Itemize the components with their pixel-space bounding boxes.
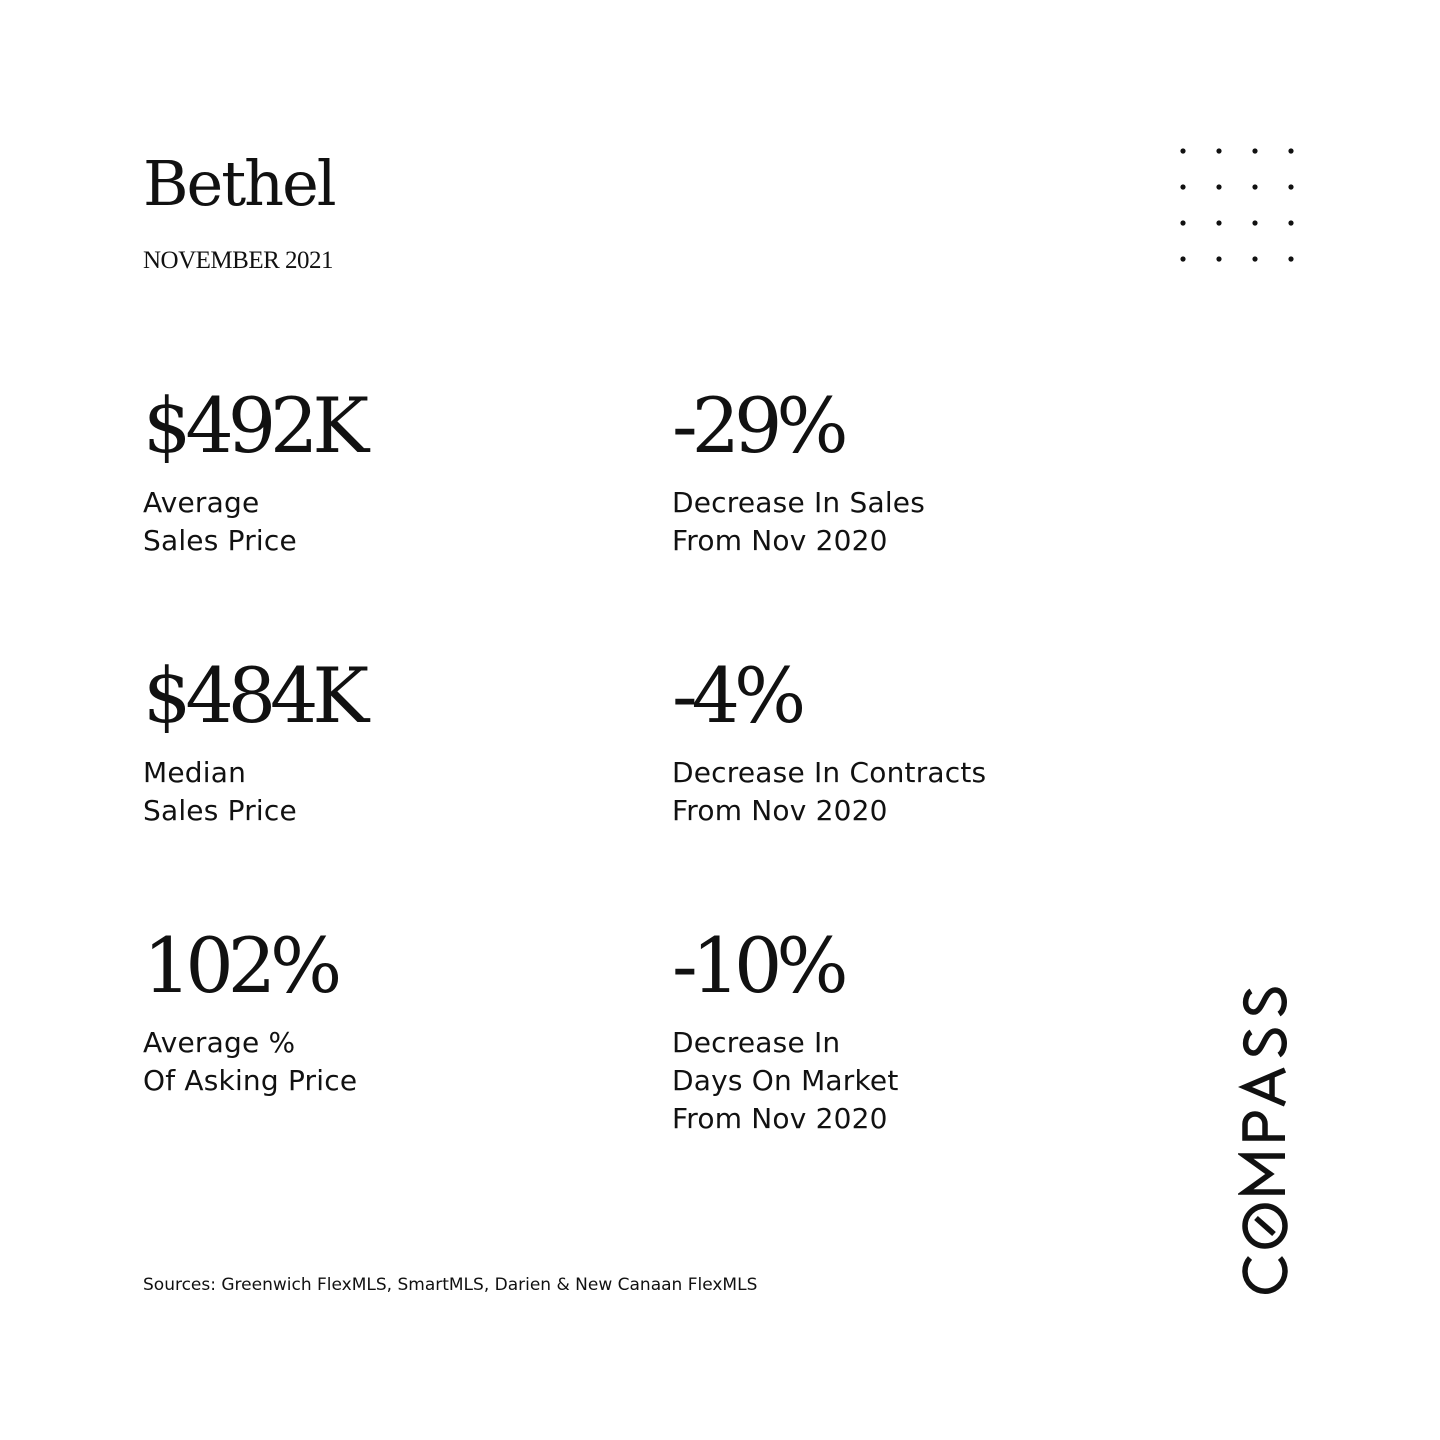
stat-value: -10%: [672, 921, 843, 1010]
page-subtitle: NOVEMBER 2021: [143, 247, 334, 274]
stat-value: $484K: [143, 651, 364, 740]
stat-label-line: From Nov 2020: [672, 1102, 888, 1135]
stat-label-line: Average %: [143, 1026, 296, 1059]
stat-label: [143, 754, 363, 830]
stat-label-line: Decrease In Contracts: [672, 756, 987, 789]
sources-footnote: Sources: Greenwich FlexMLS, SmartMLS, Darien & New Canaan FlexMLS: [143, 1275, 758, 1295]
stat-label-line: Decrease In Sales: [672, 486, 926, 519]
stat-label: [672, 1024, 899, 1138]
stat-label-line: Days On Market: [672, 1064, 899, 1097]
stat-days-on-market-change: [672, 921, 899, 1138]
stat-label: [143, 484, 363, 560]
stat-label-line: Median: [143, 756, 247, 789]
stat-label-line: Decrease In: [672, 1026, 841, 1059]
stat-contracts-change: [672, 651, 987, 830]
stat-label: [143, 1024, 357, 1100]
stat-label-line: From Nov 2020: [672, 794, 888, 827]
stat-label-line: Sales Price: [143, 524, 297, 557]
stat-label-line: Average: [143, 486, 260, 519]
stat-sales-change: [672, 381, 926, 560]
stat-value: 102%: [143, 921, 337, 1010]
stat-percent-of-asking: [143, 921, 358, 1100]
dot-grid-icon: [1176, 144, 1296, 264]
stat-value: -29%: [672, 381, 843, 470]
stat-label-line: Sales Price: [143, 794, 297, 827]
stat-average-sales-price: [143, 381, 364, 560]
stat-value: -4%: [672, 651, 801, 740]
stat-label: [672, 484, 925, 560]
stat-label: [672, 754, 986, 830]
page-title: Bethel: [143, 147, 335, 220]
compass-logo: [1238, 956, 1292, 1296]
stat-value: $492K: [143, 381, 364, 470]
stat-median-sales-price: [143, 651, 364, 830]
stat-label-line: From Nov 2020: [672, 524, 888, 557]
stat-label-line: Of Asking Price: [143, 1064, 358, 1097]
